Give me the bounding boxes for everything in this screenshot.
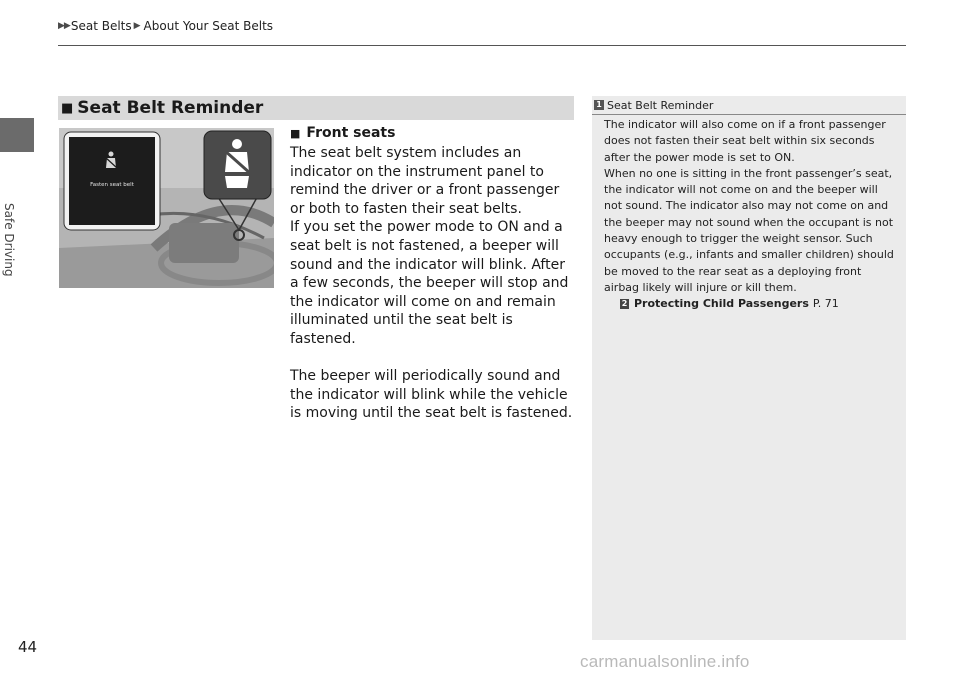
section-title: Seat Belt Reminder [77, 98, 264, 118]
instrument-display-callout [64, 132, 160, 230]
breadcrumb [58, 19, 273, 33]
note-title: Seat Belt Reminder [607, 98, 714, 112]
section-heading-bar [58, 96, 574, 120]
display-message: Fasten seat belt [90, 182, 134, 188]
xref-title[interactable]: Protecting Child Passengers [634, 297, 809, 311]
subsection-marker-icon: ■ [290, 126, 301, 140]
page-number: 44 [18, 638, 38, 656]
note-number-icon: 1 [594, 100, 604, 110]
breadcrumb-item-seat-belts[interactable]: Seat Belts [70, 19, 132, 33]
header-divider [58, 45, 906, 46]
body-paragraph: The beeper will periodically sound and the indicator will blink while the vehicle is moving until the seat belt is fastened. [290, 368, 573, 422]
cross-reference-link[interactable] [620, 296, 896, 312]
watermark: carmanualsonline.info [580, 652, 750, 671]
arrow-icon: ▶ [133, 21, 141, 31]
breadcrumb-item-about-seat-belts[interactable]: About Your Seat Belts [143, 19, 274, 33]
body-paragraph: If you set the power mode to ON and a seat belt is not fastened, a beeper will sound and the indicator will blink. After a few seconds, the beeper will stop and the indicator will come on and remain illuminated until the seat belt is fastened. [290, 219, 569, 347]
subsection-heading [290, 125, 395, 141]
xref-page[interactable]: P. 71 [812, 297, 839, 311]
reference-arrow-icon: 2 [621, 299, 628, 309]
body-text [290, 144, 575, 423]
note-paragraph: When no one is sitting in the front passenger’s seat, the indicator will not come on and the beeper will not sound. The indicator also may not come on and the beeper may not sound when the occupant is not heavy enough to trigger the weight sensor. Such occupants (e.g., infants and smaller children) should be moved to the rear seat as a deploying front airbag likely will injure or kill them. [604, 166, 894, 294]
seat-belt-indicator-illustration [59, 128, 274, 288]
note-body [604, 117, 896, 313]
subsection-title: Front seats [306, 125, 396, 141]
note-heading [592, 96, 906, 115]
seat-belt-indicator-callout [204, 131, 271, 199]
body-paragraph: The seat belt system includes an indicator on the instrument panel to remind the driver or a front passenger or both to fasten their seat belts. [290, 145, 560, 217]
double-arrow-icon: ▶▶ [58, 21, 70, 31]
section-marker-icon: ■ [61, 100, 74, 116]
chapter-side-label-text: Safe Driving [2, 203, 16, 277]
note-paragraph: The indicator will also come on if a front passenger does not fasten their seat belt within six seconds after the power mode is set to ON. [604, 118, 886, 164]
chapter-tab-marker [0, 118, 34, 152]
